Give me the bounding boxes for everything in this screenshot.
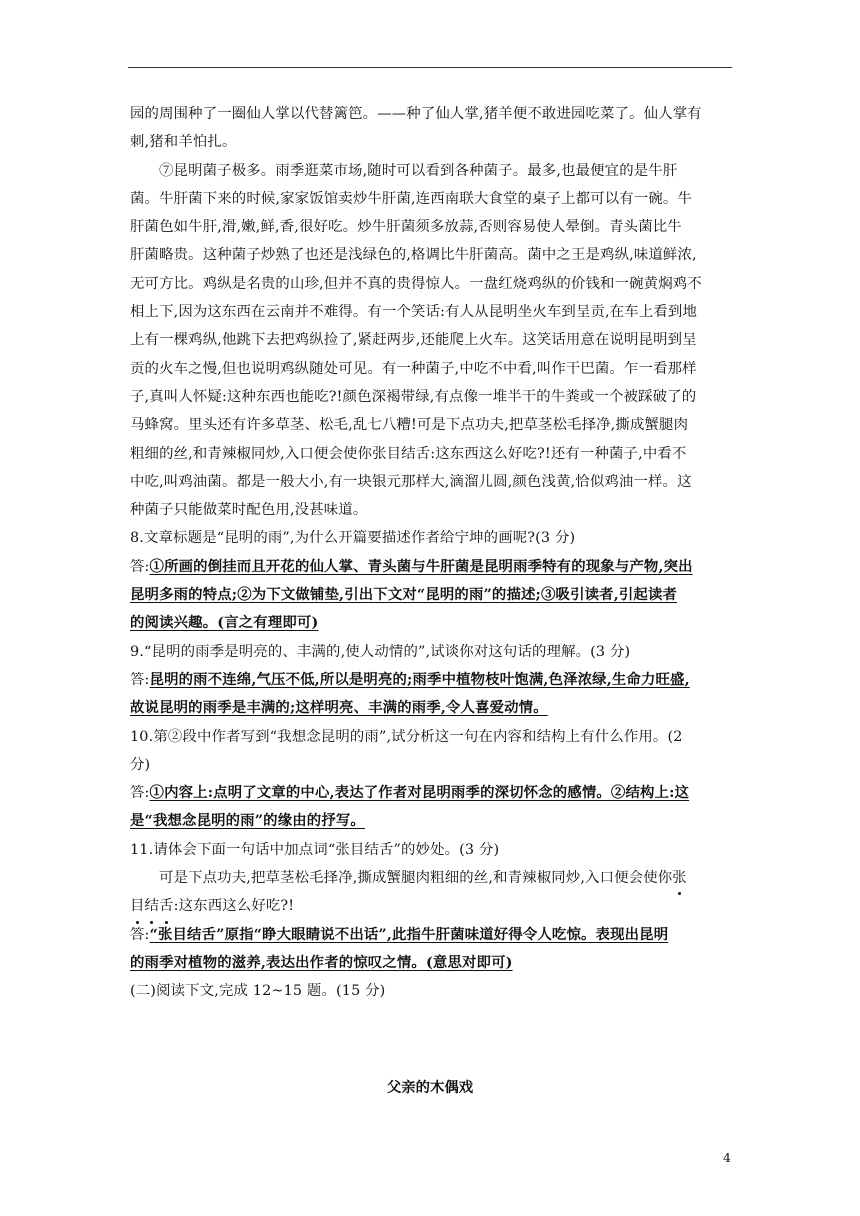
text-line: 粗细的丝,和青辣椒同炒,入口便会使你张目结舌:这东西这么好吃?!还有一种菌子,中看不 — [130, 445, 687, 462]
text-line: 马蜂窝。里头还有许多草茎、松毛,乱七八糟!可是下点功夫,把草茎松毛择净,撕成蟹腿肉 — [130, 417, 689, 434]
answer-prefix: 答: — [130, 558, 150, 575]
page-body — [130, 100, 736, 1006]
paragraph-7-start: ⑦昆明菌子极多。雨季逛菜市场,随时可以看到各种菌子。最多,也最便宜的是牛肝 — [159, 162, 678, 179]
answer-10-text: ①内容上:点明了文章的中心,表达了作者对昆明雨季的深切怀念的感情。②结构上:这 — [149, 784, 690, 802]
answer-11-text: 的雨季对植物的滋养,表达出作者的惊叹之情。(意思对即可) — [130, 953, 513, 971]
answer-8-text: 昆明多雨的特点;②为下文做铺垫,引出下文对“昆明的雨”的描述;③吸引读者,引起读者 — [130, 586, 678, 604]
answer-8-line — [130, 553, 736, 581]
quoted-sentence — [130, 892, 736, 920]
answer-prefix: 答: — [130, 785, 150, 802]
text-line: 相上下,因为这东西在云南并不难得。有一个笑话:有人从昆明坐火车到呈贡,在车上看到地 — [130, 304, 697, 321]
text-line: 上有一棵鸡纵,他跳下去把鸡纵捡了,紧赶两步,还能爬上火车。这笑话用意在说明昆明到呈 — [130, 332, 697, 349]
answer-9-text: 故说昆明的雨季是丰满的;这样明亮、丰满的雨季,令人喜爱动情。 — [130, 699, 548, 717]
answer-8-text: 的阅读兴趣。(言之有理即可) — [130, 614, 319, 632]
answer-10-line — [130, 807, 736, 835]
header-rule — [128, 67, 732, 68]
emphasis-char: 目 — [130, 892, 145, 920]
section-heading: (二)阅读下文,完成 12~15 题。(15 分) — [130, 983, 386, 1000]
question-10: 10.第②段中作者写到“我想念昆明的雨”,试分析这一句在内容和结构上有什么作用。(2 — [130, 728, 683, 745]
text-line: 菌。牛肝菌下来的时候,家家饭馆卖炒牛肝菌,连西南联大食堂的桌子上都可以有一碗。牛 — [130, 190, 692, 207]
text-line: 中吃,叫鸡油菌。都是一般大小,有一块银元那样大,滴溜儿圆,颜色浅黄,恰似鸡油一样。这 — [130, 473, 692, 490]
answer-11-text: “张目结舌”原指“睁大眼睛说不出话”,此指牛肝菌味道好得令人吃惊。表现出昆明 — [149, 925, 669, 943]
answer-prefix: 答: — [130, 926, 150, 943]
text-line: 贡的火车之慢,但也说明鸡纵随处可见。有一种菌子,中吃不中看,叫作干巴菌。乍一看那样 — [130, 360, 697, 377]
question-11: 11.请体会下面一句话中加点词“张目结舌”的妙处。(3 分) — [130, 841, 500, 858]
text-line: 无可方比。鸡纵是名贵的山珍,但并不真的贵得惊人。一盘红烧鸡纵的价钱和一碗黄焖鸡不 — [130, 275, 702, 292]
answer-9-line — [130, 666, 736, 694]
emphasis-char: 张 — [672, 864, 687, 892]
quoted-sentence — [130, 864, 736, 892]
emphasis-char: 结 — [145, 892, 160, 920]
question-8: 8.文章标题是“昆明的雨”,为什么开篇要描述作者给宁坤的画呢?(3 分) — [130, 530, 576, 547]
text-line: 肝菌色如牛肝,滑,嫩,鲜,香,很好吃。炒牛肝菌须多放蒜,否则容易使人晕倒。青头菌比牛 — [130, 219, 682, 236]
page-number: 4 — [723, 1150, 731, 1165]
answer-8-line — [130, 609, 736, 637]
answer-9-text: 昆明的雨不连绵,气压不低,所以是明亮的;雨季中植物枝叶饱满,色泽浓绿,生命力旺盛, — [149, 670, 690, 688]
text-line: 肝菌略贵。这种菌子炒熟了也还是浅绿色的,格调比牛肝菌高。菌中之王是鸡纵,味道鲜浓, — [130, 247, 697, 264]
text-line: 园的周围种了一圈仙人掌以代替篱笆。——种了仙人掌,猪羊便不敢进园吃菜了。仙人掌有 — [130, 106, 702, 122]
answer-10-text: 是“我想念昆明的雨”的缘由的抒写。 — [130, 812, 365, 830]
question-9: 9.“昆明的雨季是明亮的、丰满的,使人动情的”,试谈你对这句话的理解。(3 分) — [130, 643, 631, 660]
article-title: 父亲的木偶戏 — [386, 1079, 474, 1096]
text-line: 刺,猪和羊怕扎。 — [130, 134, 237, 151]
answer-prefix: 答: — [130, 671, 150, 688]
answer-9-line — [130, 694, 736, 722]
answer-8-text: ①所画的倒挂而且开花的仙人掌、青头菌与牛肝菌是昆明雨季特有的现象与产物,突出 — [149, 557, 693, 575]
text-line: 种菌子只能做菜时配色用,没甚味道。 — [130, 502, 368, 519]
answer-11-line — [130, 921, 736, 949]
text-line: 子,真叫人怀疑:这种东西也能吃?!颜色深褐带绿,有点像一堆半干的牛粪或一个被踩破了的 — [130, 388, 697, 405]
quote-text: 可是下点功夫,把草茎松毛择净,撕成蟹腿肉粗细的丝,和青辣椒同炒,入口便会使你 — [159, 870, 673, 887]
question-10-cont: 分) — [130, 756, 151, 773]
emphasis-char: 舌 — [159, 892, 174, 920]
answer-10-line — [130, 779, 736, 807]
quote-text: :这东西这么好吃?! — [173, 898, 295, 915]
